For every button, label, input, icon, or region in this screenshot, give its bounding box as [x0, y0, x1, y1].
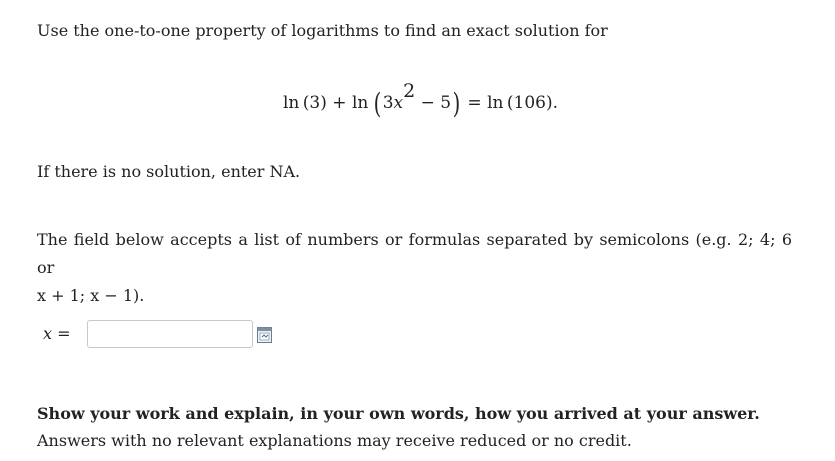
work-instructions	[37, 400, 797, 454]
equals-sign: =	[467, 93, 482, 113]
field-description-line-2: x + 1; x − 1).	[37, 286, 145, 305]
right-paren: )	[452, 87, 461, 120]
inner-rest: − 5	[415, 93, 452, 113]
log-equation	[283, 82, 558, 123]
ln-arg-1: (3)	[302, 93, 327, 113]
inner-var: x	[393, 93, 404, 113]
ln-arg-3: (106)	[506, 93, 553, 113]
ln-3: ln	[487, 93, 504, 113]
field-description-line-1: The field below accepts a list of numbers or formulas separated by semicolons (e.g. 2; 4; 6 or	[37, 230, 792, 277]
equation-period: .	[552, 93, 558, 113]
answer-label: x =	[43, 324, 71, 343]
inner-coef: 3	[382, 93, 394, 113]
field-description	[37, 226, 792, 310]
ln-1: ln	[283, 93, 300, 113]
left-paren: (	[373, 87, 382, 120]
inner-exponent: 2	[403, 80, 416, 102]
instructions-rest: Answers with no relevant explanations may receive reduced or no credit.	[37, 431, 632, 450]
plus-sign: +	[332, 93, 347, 113]
preview-icon[interactable]	[257, 327, 272, 343]
no-solution-note: If there is no solution, enter NA.	[37, 162, 301, 181]
ln-2: ln	[351, 93, 369, 113]
instructions-bold: Show your work and explain, in your own words, how you arrived at your answer.	[37, 404, 760, 423]
answer-input[interactable]	[87, 320, 253, 348]
question-intro: Use the one-to-one property of logarithms to find an exact solution for	[37, 21, 608, 40]
